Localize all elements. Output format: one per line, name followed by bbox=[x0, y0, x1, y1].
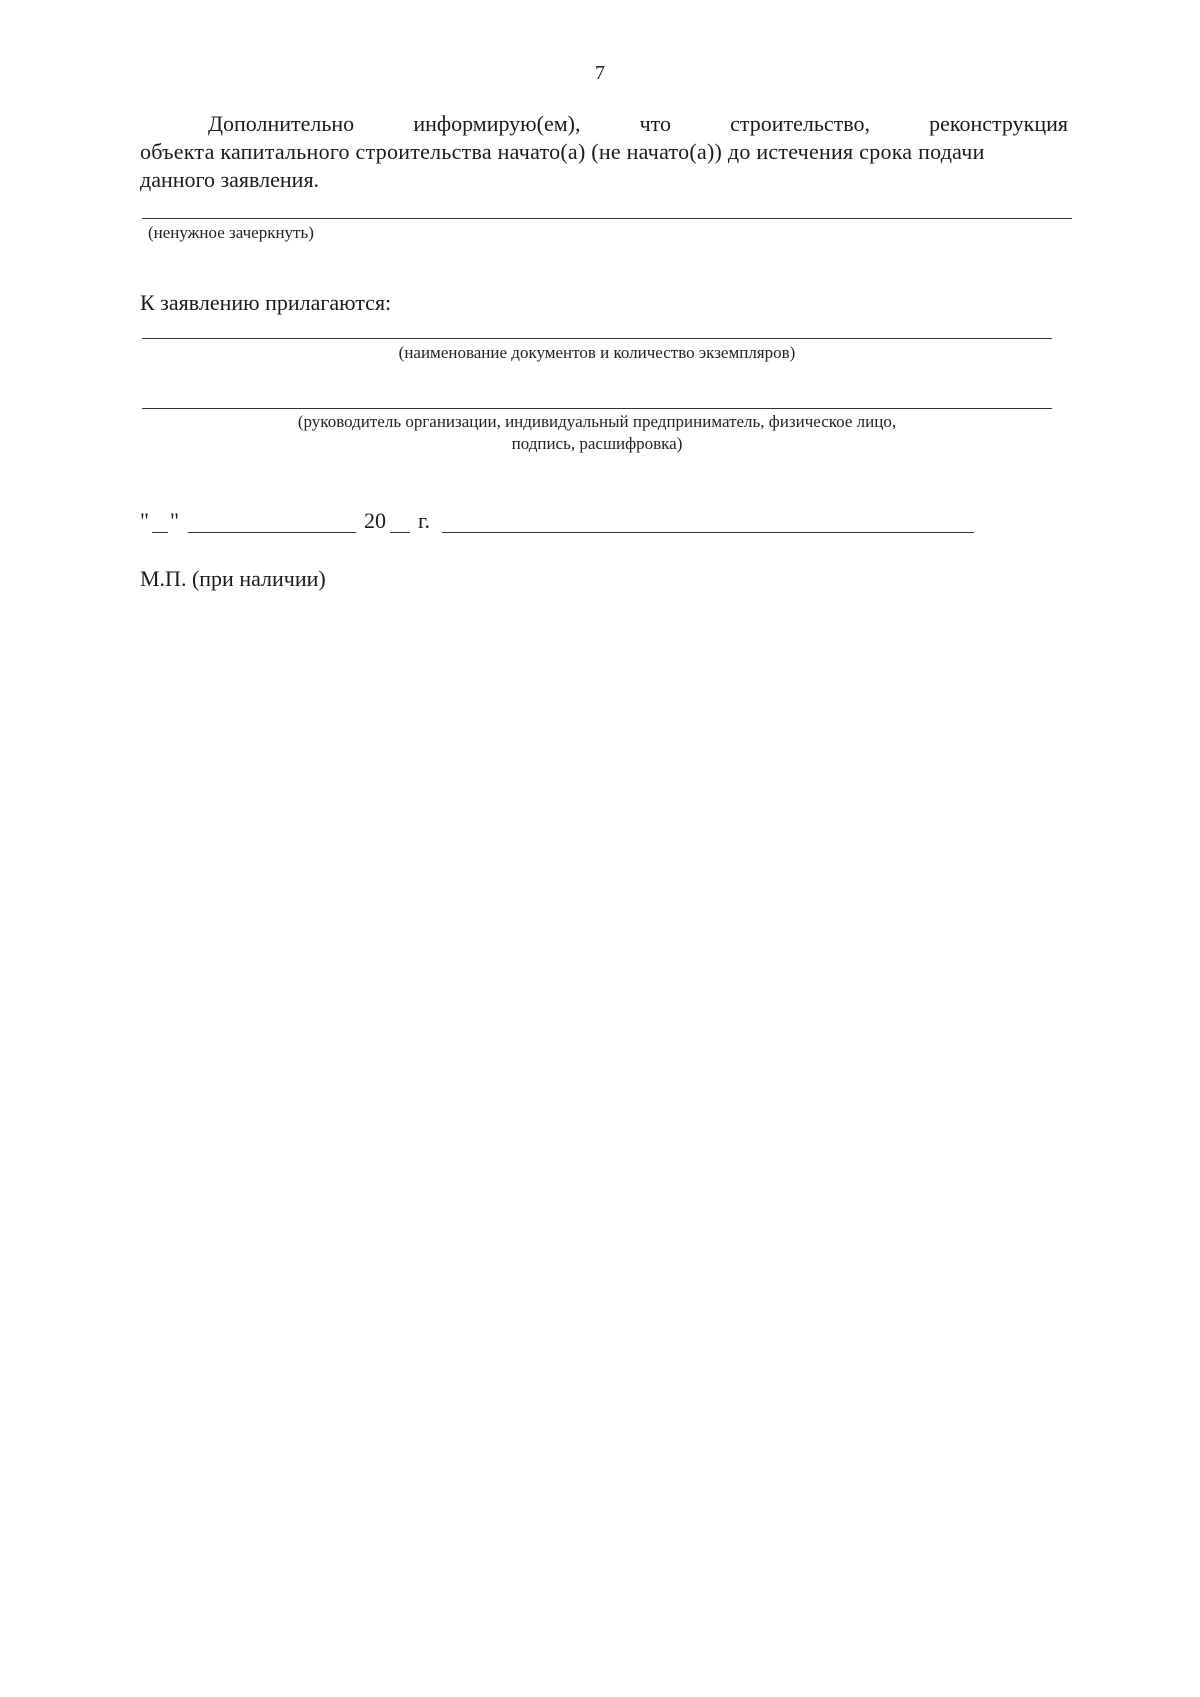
signatory-field-line[interactable] bbox=[142, 408, 1052, 409]
day-open-quote: " bbox=[140, 508, 149, 533]
signatory-caption-line-2: подпись, расшифровка) bbox=[511, 434, 683, 453]
date-signature-row bbox=[140, 508, 980, 538]
month-blank[interactable] bbox=[188, 532, 356, 533]
statement-paragraph bbox=[140, 110, 1068, 194]
year-blank[interactable] bbox=[390, 532, 410, 533]
signature-blank[interactable] bbox=[442, 532, 974, 533]
paragraph-line-1 bbox=[140, 110, 1068, 138]
documents-field-line[interactable] bbox=[142, 338, 1052, 339]
strike-caption: (ненужное зачеркнуть) bbox=[148, 223, 314, 242]
paragraph-line-2: объекта капитального строительства начато(а) (не начато(а)) до истечения срока подачи bbox=[140, 139, 985, 164]
strike-field-line[interactable] bbox=[142, 218, 1072, 219]
day-blank[interactable] bbox=[152, 532, 168, 533]
paragraph-word: Дополнительно bbox=[208, 111, 355, 136]
paragraph-word: информирую(ем), bbox=[413, 111, 581, 136]
seal-label: М.П. (при наличии) bbox=[140, 566, 326, 591]
paragraph-word: реконструкция bbox=[929, 111, 1068, 136]
year-suffix: г. bbox=[418, 508, 431, 533]
paragraph-word: строительство, bbox=[730, 111, 871, 136]
page-number: 7 bbox=[595, 62, 605, 84]
documents-caption: (наименование документов и количество экземпляров) bbox=[398, 343, 796, 362]
paragraph-word: что bbox=[639, 111, 671, 136]
paragraph-line-3: данного заявления. bbox=[140, 167, 320, 192]
attachments-label: К заявлению прилагаются: bbox=[140, 290, 392, 315]
day-close-quote: " bbox=[170, 508, 179, 533]
signatory-caption bbox=[142, 411, 1052, 455]
signatory-caption-line-1: (руководитель организации, индивидуальный предприниматель, физическое лицо, bbox=[297, 412, 897, 431]
year-prefix: 20 bbox=[364, 508, 386, 533]
